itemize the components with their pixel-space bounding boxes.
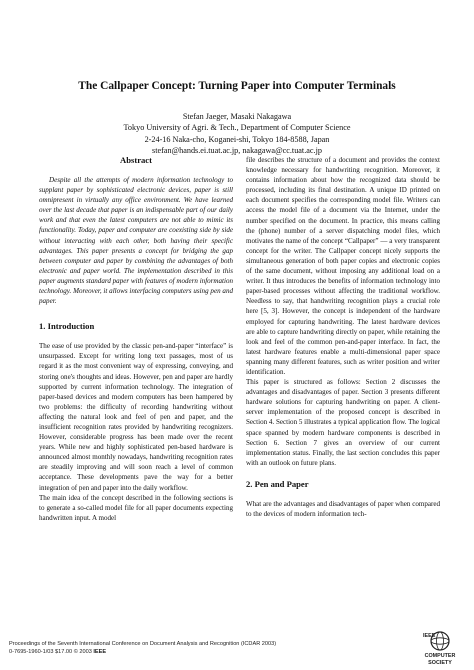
footer-isbn: 0-7695-1960-1/03 $17.00 © 2003 bbox=[9, 649, 94, 655]
intro-paragraph-2: The main idea of the concept described in the following sections is to generate a so-called model file for all paper documents expecting handwritten input. A model bbox=[39, 493, 233, 522]
abstract-heading: Abstract bbox=[120, 155, 152, 165]
section-heading-pen-and-paper: 2. Pen and Paper bbox=[246, 478, 309, 489]
author-affiliation: Tokyo University of Agri. & Tech., Department of Computer Science bbox=[123, 123, 351, 133]
author-address: 2-24-16 Naka-cho, Koganei-shi, Tokyo 184-8588, Japan bbox=[144, 134, 330, 144]
section-heading-introduction: 1. Introduction bbox=[39, 321, 95, 332]
pen-paper-paragraph: What are the advantages and disadvantages of paper when compared to the devices of modern information tech- bbox=[246, 499, 440, 518]
author-names: Stefan Jaeger, Masaki Nakagawa bbox=[182, 112, 292, 121]
footer-ieee: IEEE bbox=[93, 649, 107, 655]
author-emails: stefan@hands.ei.tuat.ac.jp, nakagawa@cc.tuat.ac.jp bbox=[152, 145, 322, 155]
proceedings-footer bbox=[9, 640, 389, 656]
right-paragraph-1: file describes the structure of a document and provides the context knowledge necessary for handwriting recognition. Moreover, it contains information about how the recognized data should be processed, including its final destination. A unique ID printed on each document specifies the corresponding model file. Writers can access the model file of a document via the Internet, under the number specified on the document. In practice, this means calling the (phone) number of a server dispatching model files, which motivates the name of the concept “Callpaper” — a very transparent concept for the writer. The Callpaper concept nicely supports the simultaneous generation of both paper copies and electronic copies of the same document, without imposing any additional load on a writer. It thus introduces the benefits of information technology into paper-based processes without affecting the traditional workflow. Needless to say, that handwriting recognition plays a crucial role here [5, 3]. However, the concept is independent of the hardware employed for capturing handwriting. The latest hardware devices are able to capture handwriting directly on paper, while retaining the look and feel of the common pen-and-paper interface. In fact, the latest hardware features enable a multi-dimensional paper space spanning many different features, such as writer position and writer identification. bbox=[246, 156, 440, 376]
right-paragraph-2: This paper is structured as follows: Section 2 discusses the advantages and disadvantages of paper. Section 3 presents different hardware solutions for capturing handwriting on paper. A client-server implementation of the proposed concept is described in Section 4. Section 5 illustrates a typical application flow. The logical space spanned by modern hardware components is described in Section 6. Section 7 gives an overview of our current implementation status. Finally, the last section concludes this paper with an outlook on future plans. bbox=[246, 378, 440, 467]
left-column bbox=[39, 155, 233, 523]
logo-line-2: SOCIETY bbox=[428, 660, 452, 666]
author-block bbox=[20, 111, 454, 156]
abstract-text: Despite all the attempts of modern information technology to supplant paper by sophisticated electronic devices, paper is still omnipresent in virtually any office environment. We have learned over the last decade that paper is an indispensable part of our daily work and that even the latest computers are not able to mimic its functionality. Today, paper and computer are coexisting side by side without interacting with each other, both having their specific advantages. This paper presents a concept for bridging the gap between computer and paper by combining the advantages of both electronic and paper world. The implementation described in this paper augments standard paper with features of modern information technology. Moreover, it allows interfacing computers using pen and paper. bbox=[39, 176, 233, 306]
paper-title: The Callpaper Concept: Turning Paper into Computer Terminals bbox=[78, 80, 396, 92]
footer-isbn-line bbox=[9, 648, 389, 656]
intro-paragraph-1: The ease of use provided by the classic pen-and-paper “interface” is unsurpassed. Except for writing long text passages, most of us regard it as the most convenient way of expressing, conveying, and storing one's thoughts and ideas. However, pen and paper are hardly supported by current information technology. The integration of paper-based devices and modern computers has been hampered by two problems: the difficulty of recording handwriting without affecting the natural look and feel of pen and paper, and the insufficient recognition rates provided by handwriting recognizers. However, considerable progress has been made over the recent years. While new and highly sophisticated pen-based hardware is announced almost monthly nowadays, handwriting recognition rates are steadily improving and will soon reach a level of common acceptance. These developments pave the way for a better integration of pen and paper into the daily workflow. bbox=[39, 342, 233, 492]
right-column bbox=[246, 155, 440, 519]
logo-line-1: COMPUTER bbox=[424, 653, 456, 659]
computer-society-logo-icon bbox=[414, 627, 466, 667]
logo-top-text: IEEE bbox=[423, 633, 436, 639]
footer-proceedings: Proceedings of the Seventh International Conference on Document Analysis and Recognition (ICDAR 2003) bbox=[9, 641, 277, 647]
